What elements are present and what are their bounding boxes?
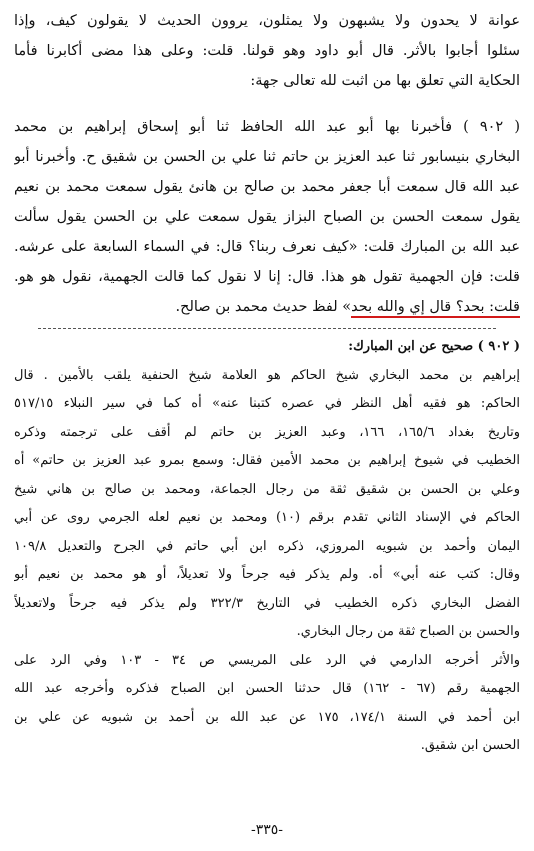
text-segment: » لفظ حديث محمد بن صالح. <box>175 299 352 315</box>
footnote-line: الخطيب في شيوخ إبراهيم بن محمد الأمين فقال: وسمع بمرو عبد العزيز بن حاتم» أه <box>14 453 520 468</box>
text-line: عبد الله قال سمعت أبا جعفر محمد بن صالح بن هانئ يقول سمعت محمد بن نعيم <box>14 179 520 195</box>
text-line: عوانة لا يحدون ولا يشبهون ولا يمثلون، يروون الحديث لا يقولون كيف، وإذا <box>14 13 520 29</box>
footnote-divider <box>38 328 496 329</box>
text-line: قلت: فإن الجهمية تقول هو هذا. قال: إنا لا نقول كما قالت الجهمية، نقول هو هو. <box>14 269 520 285</box>
text-line: ( ٩٠٢ ) فأخبرنا بها أبو عبد الله الحافظ ثنا أبو إسحاق إبراهيم بن محمد <box>14 119 520 135</box>
top-paragraph <box>14 6 520 96</box>
text-line: يقول سمعت الحسن بن الصباح البزاز يقول سمعت علي بن الحسن يقول سألت <box>14 209 520 225</box>
text-line <box>14 292 520 322</box>
text-line: الحكاية التي تعلق بها من اثبت لله تعالى جهة: <box>250 73 520 89</box>
text-line: عبد الله بن المبارك قلت: «كيف نعرف ربنا؟ قال: في السماء السابعة على عرشه. <box>14 239 520 255</box>
page-number: -٣٣٥- <box>250 822 284 838</box>
narration-paragraph <box>14 112 520 322</box>
footnote-line: والأثر أخرجه الدارمي في الرد على المريسي ص ٣٤ - ١٠٣ وفي الرد على <box>14 652 520 668</box>
footnote-line: الحاكم في الإسناد الثاني تقدم برقم (١٠) ومحمد بن نعيم لعله الجرمي روى عن أبي <box>14 510 520 525</box>
footnote-heading: ( ٩٠٢ ) صحيح عن ابن المبارك: <box>348 339 520 354</box>
footnote-line: والحسن بن الصباح ثقة من رجال البخاري. <box>296 624 520 639</box>
footnote-line: الفضل البخاري ذكره الخطيب في التاريخ ٣٢٢/٣ ولم يذكر فيه جرحاً ولاتعديلاً <box>14 595 520 611</box>
footnote-line: وعلي بن الحسن بن شقيق ثقة من رجال الجماعة، ومحمد بن صالح بن هاني شيخ <box>14 481 520 497</box>
footnote-line: الجهمية رقم (٦٧ - ١٦٢) قال حدثنا الحسن ابن الصباح فذكره وأخرجه عبد الله <box>14 681 520 696</box>
text-line: البخاري بنيسابور ثنا عبد العزيز بن حاتم ثنا علي بن الحسن بن شقيق ح. وأخبرنا أبو <box>14 149 520 165</box>
footnote-line: ابن أحمد في السنة ١٧٤/١، ١٧٥ عن عبد الله بن أحمد بن شبويه عن علي بن <box>14 709 520 725</box>
footnote-line: اليمان وأحمد بن شبويه المروزي، ذكره ابن أبي حاتم في الجرح والتعديل ١٠٩/٨ <box>14 538 520 554</box>
footnote-line: وقال: كتب عنه أبي» أه. ولم يذكر فيه جرحاً ولا تعديلاً، أو هو محمد بن نعيم أبو <box>14 567 520 582</box>
underlined-quote: قلت: بحد؟ قال إي والله بحد <box>351 299 520 318</box>
footnote <box>14 333 520 761</box>
footnote-line: إبراهيم بن محمد البخاري شيخ الحاكم هو العلامة شيخ الحنفية يلقب بالأمين . قال <box>14 367 520 383</box>
footnote-line: الحاكم: هو فقيه أهل النظر في عصره كتبنا عنه» أه كما في سير النبلاء ٥١٧/١٥ <box>14 396 520 411</box>
footnote-line: الحسن ابن شقيق. <box>420 738 520 753</box>
footnote-line: وتاريخ بغداد ١٦٥/٦، ١٦٦، وعبد العزيز بن حاتم لم أقف على ترجمته وذكره <box>14 424 520 440</box>
text-line: سئلوا أجابوا بالأثر. قال أبو داود وهو قولنا. قلت: وعلى هذا مضى أكابرنا فأما <box>14 43 520 59</box>
